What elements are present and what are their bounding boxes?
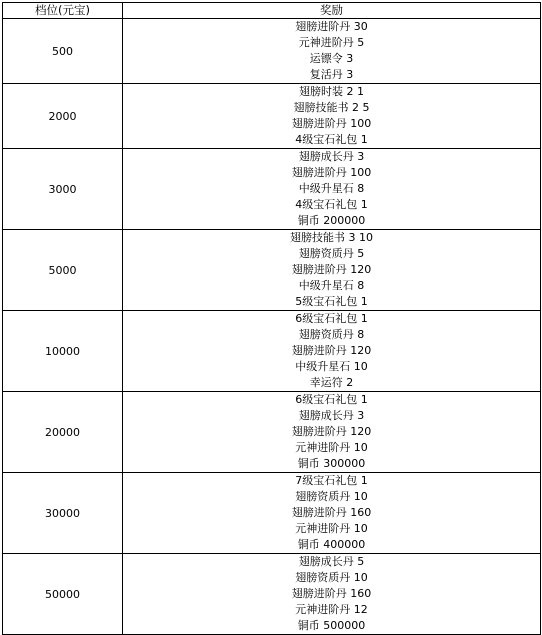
reward-item: 翅膀技能书 2 5 bbox=[293, 101, 370, 114]
reward-column-header: 奖励 bbox=[123, 3, 541, 19]
reward-item: 4级宝石礼包 1 bbox=[295, 198, 368, 211]
tier-cell: 50000 bbox=[3, 554, 123, 635]
reward-item: 中级升星石 8 bbox=[298, 182, 365, 195]
reward-item: 复活丹 3 bbox=[309, 68, 354, 81]
table-row bbox=[3, 473, 541, 554]
reward-item: 5级宝石礼包 1 bbox=[295, 295, 368, 308]
reward-item: 翅膀资质丹 10 bbox=[295, 490, 368, 503]
tier-cell: 2000 bbox=[3, 84, 123, 149]
reward-item: 翅膀成长丹 3 bbox=[298, 150, 365, 163]
tier-cell: 3000 bbox=[3, 149, 123, 230]
reward-item: 翅膀进阶丹 120 bbox=[291, 425, 372, 438]
reward-item: 运镖令 3 bbox=[309, 52, 354, 65]
reward-item: 铜币 400000 bbox=[297, 538, 366, 551]
reward-item: 7级宝石礼包 1 bbox=[295, 474, 368, 487]
reward-item: 翅膀成长丹 3 bbox=[298, 409, 365, 422]
table-row bbox=[3, 230, 541, 311]
reward-cell bbox=[123, 473, 541, 554]
tier-cell: 20000 bbox=[3, 392, 123, 473]
reward-item: 翅膀技能书 3 10 bbox=[290, 231, 373, 244]
table-row bbox=[3, 149, 541, 230]
table-row bbox=[3, 392, 541, 473]
reward-item: 翅膀进阶丹 160 bbox=[291, 587, 372, 600]
reward-item: 中级升星石 10 bbox=[295, 360, 368, 373]
reward-item: 翅膀进阶丹 100 bbox=[291, 166, 372, 179]
table-row bbox=[3, 84, 541, 149]
reward-cell bbox=[123, 84, 541, 149]
tier-cell: 30000 bbox=[3, 473, 123, 554]
reward-cell bbox=[123, 230, 541, 311]
reward-item: 元神进阶丹 10 bbox=[295, 441, 368, 454]
reward-item: 6级宝石礼包 1 bbox=[295, 393, 368, 406]
reward-item: 元神进阶丹 5 bbox=[298, 36, 365, 49]
reward-item: 铜币 300000 bbox=[297, 457, 366, 470]
reward-item: 4级宝石礼包 1 bbox=[295, 133, 368, 146]
reward-item: 翅膀成长丹 5 bbox=[298, 555, 365, 568]
reward-cell bbox=[123, 392, 541, 473]
reward-table bbox=[2, 2, 541, 635]
reward-cell bbox=[123, 149, 541, 230]
reward-item: 翅膀进阶丹 100 bbox=[291, 117, 372, 130]
table-row bbox=[3, 311, 541, 392]
reward-item: 翅膀进阶丹 30 bbox=[295, 20, 368, 33]
reward-cell bbox=[123, 19, 541, 84]
reward-item: 中级升星石 8 bbox=[298, 279, 365, 292]
table-row bbox=[3, 554, 541, 635]
reward-item: 翅膀资质丹 10 bbox=[295, 571, 368, 584]
reward-item: 6级宝石礼包 1 bbox=[295, 312, 368, 325]
tier-cell: 5000 bbox=[3, 230, 123, 311]
reward-item: 元神进阶丹 10 bbox=[295, 522, 368, 535]
reward-item: 翅膀进阶丹 160 bbox=[291, 506, 372, 519]
tier-cell: 500 bbox=[3, 19, 123, 84]
reward-cell bbox=[123, 311, 541, 392]
tier-column-header: 档位(元宝) bbox=[3, 3, 123, 19]
reward-item: 铜币 500000 bbox=[297, 619, 366, 632]
table-header-row bbox=[3, 3, 541, 19]
reward-cell bbox=[123, 554, 541, 635]
reward-item: 翅膀进阶丹 120 bbox=[291, 344, 372, 357]
reward-item: 翅膀进阶丹 120 bbox=[291, 263, 372, 276]
table-row bbox=[3, 19, 541, 84]
reward-item: 翅膀资质丹 5 bbox=[298, 247, 365, 260]
reward-item: 元神进阶丹 12 bbox=[295, 603, 368, 616]
reward-item: 铜币 200000 bbox=[297, 214, 366, 227]
tier-cell: 10000 bbox=[3, 311, 123, 392]
reward-item: 翅膀时装 2 1 bbox=[299, 85, 364, 98]
reward-item: 翅膀资质丹 8 bbox=[298, 328, 365, 341]
reward-item: 幸运符 2 bbox=[309, 376, 354, 389]
table-body bbox=[3, 19, 541, 635]
